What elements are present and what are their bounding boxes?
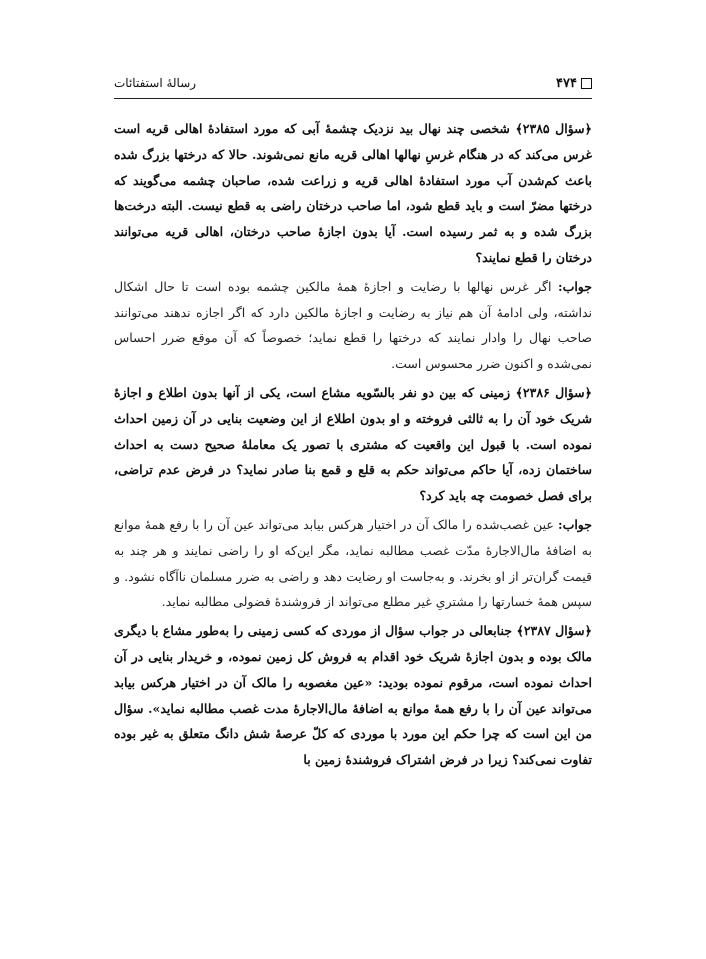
question-text: ﴿سؤال ۲۳۸۵﴾ شخصی چند نهال بید نزدیک چشمهٔ آبی که مورد استفادهٔ اهالی قریه است غرس می‌کند که در هنگام غرسِ نهالها اهالی قریه مانع نمی‌شوند. حالا که درختها بزرگ شده باعث کم‌شدن آب مورد استفادهٔ اهالی قریه و زراعت شده، صاحبان چشمه می‌گویند که درختها مضرّ است و باید قطع شود، اما صاحب درختان راضی به قطع نیست. البته درخت‌ها بزرگ شده و به ثمر رسیده است. آیا بدون اجازهٔ صاحب درختان، اهالی قریه می‌توانند درختان را قطع نمایند؟	[114, 121, 592, 265]
square-bullet-icon	[581, 78, 592, 89]
book-title: رسالهٔ استفتائات	[114, 76, 197, 90]
header-rule	[114, 98, 592, 99]
page-number	[556, 76, 592, 91]
answer-text: عین غصب‌شده را مالک آن در اختیار هرکس بیابد می‌تواند عین آن را با رفع همهٔ موانع به اضافهٔ مال‌الاجارهٔ مدّت غصب مطالبه نماید، مگر این‌که او را راضی نمایند و هر چند به قیمت گران‌تر از او بخرند. و به‌جاست او رضایت دهد و راضی به ضرر مسلمان ناآگاه نشود. و سپس همهٔ خسارتها را مشتریِ غیر مطلع می‌تواند از فروشندهٔ فضولی مطالبه نماید.	[114, 516, 592, 610]
answer-label: جواب:	[557, 278, 592, 294]
question-paragraph	[114, 380, 592, 509]
question-text: ﴿سؤال ۲۳۸۶﴾ زمینی که بین دو نفر بالسّویه مشاع است، یکی از آنها بدون اطلاع و اجازهٔ شریک خود آن را به ثالثی فروخته و او بدون اطلاع از این وضعیت بنایی در آن زمین احداث نموده است. با قبول این واقعیت که مشتری با تصور یک معاملهٔ صحیح دست به احداث ساختمان زده، آیا حاکم می‌تواند حکم به قلع و قمع بنا صادر نماید؟ در فرض عدم تراضی، برای فصل خصومت چه باید کرد؟	[114, 384, 592, 504]
answer-label: جواب:	[557, 516, 592, 532]
answer-paragraph	[114, 512, 592, 615]
answer-paragraph	[114, 274, 592, 377]
answer-text: اگر غرس نهالها با رضایت و اجازهٔ همهٔ مالکین چشمه بوده است تا حال اشکال نداشته، ولی ادامهٔ آن هم نیاز به رضایت و اجازهٔ مالکین دارد که اگر اجازه ندهند می‌توانند صاحب نهال را وادار نمایند که درختها را قطع نماید؛ خصوصاً که آن موقع ضرر احساس نمی‌شده و اکنون ضرر محسوس است.	[114, 278, 592, 372]
page-number-text: ۴۷۴	[556, 76, 577, 91]
question-paragraph	[114, 116, 592, 271]
page-body	[114, 116, 592, 776]
running-header	[114, 74, 592, 96]
question-text: ﴿سؤال ۲۳۸۷﴾ جنابعالی در جواب سؤال از موردی که کسی زمینی را به‌طور مشاع با دیگری مالک بوده و بدون اجازهٔ شریک خود اقدام به فروش کل زمین نموده، و خریدار بنایی در آن احداث نموده است، مرقوم نموده بودید: «عین مغصوبه را مالک آن در اختیار هرکس بیابد می‌تواند عین آن را با رفع همهٔ موانع به اضافهٔ مال‌الاجارهٔ مدت غصب مطالبه نماید». سؤال من این است که چرا حکم این مورد با موردی که کلّ عرصهٔ شش دانگ متعلق به غیر بوده تفاوت نمی‌کند؟ زیرا در فرض اشتراک فروشندهٔ زمین با	[114, 623, 592, 768]
question-paragraph	[114, 618, 592, 773]
